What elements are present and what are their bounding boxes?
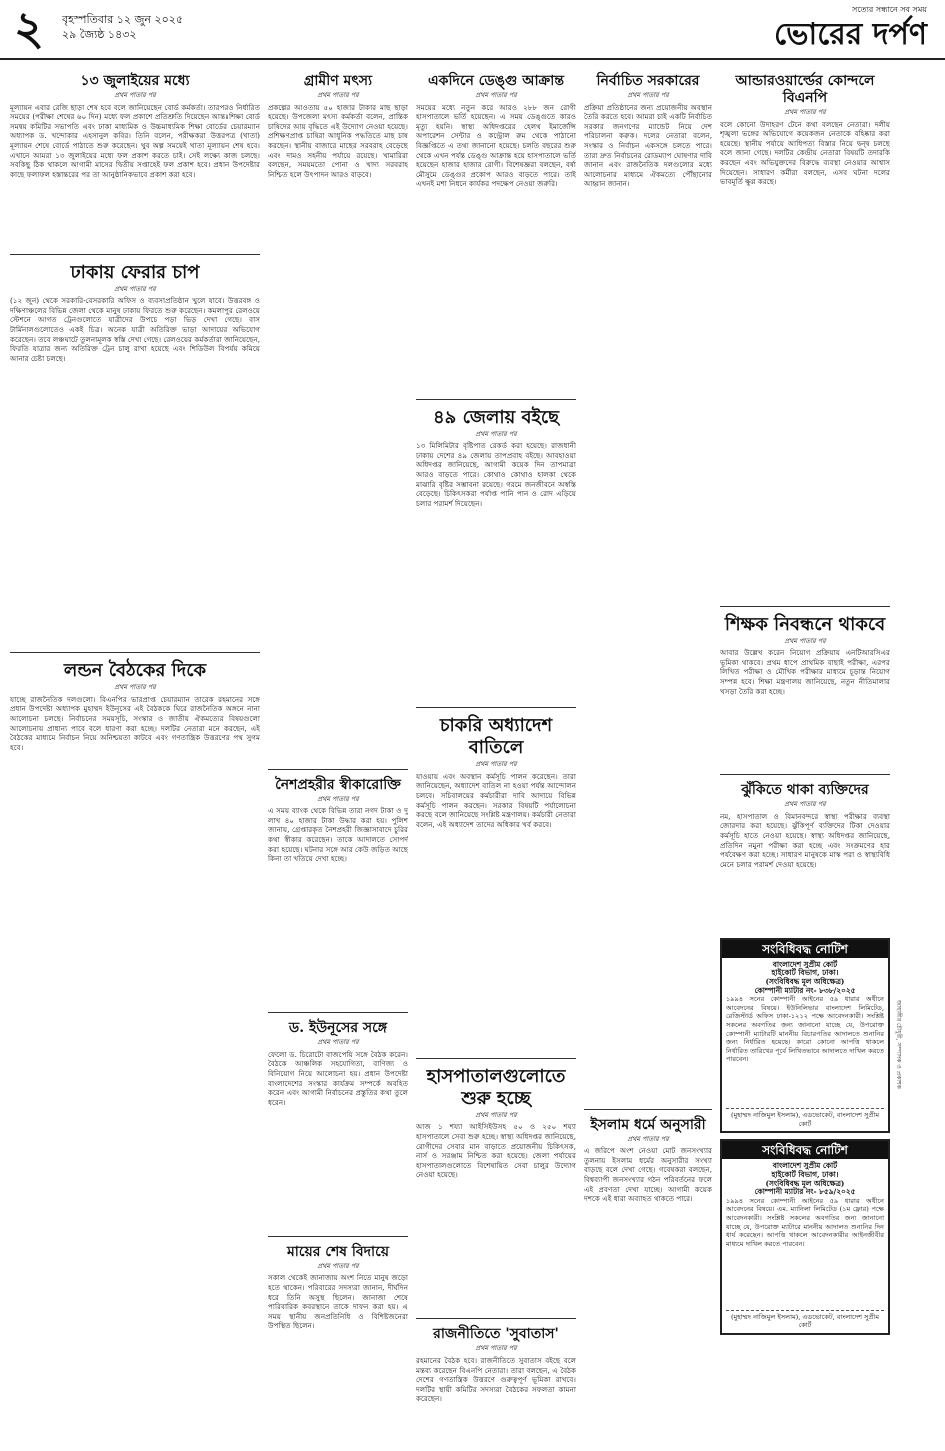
story-underworld [720, 70, 890, 600]
story-body: ফেলো ড. চিরোটো বাজপেয়ি সঙ্গে বৈঠক করেন। বৈঠকে আঞ্চলিক সহযোগিতা, বাণিজ্য ও বিনিয়োগ নিয়ে আলোচনা হয়। প্রধান উপদেষ্টা বাংলাদেশের সংস্কার কার্যক্রম সম্পর্কে অবহিত করেন এবং আগামী নির্বাচনের প্রস্তুতির কথা তুলে ধরেন। [268, 1049, 408, 1107]
jump-note: প্রথম পাতার পর [317, 91, 359, 99]
page-header [0, 0, 945, 60]
statutory-notice-1 [720, 938, 890, 1134]
notice-division: হাইকোর্ট বিভাগ, ঢাকা। [771, 968, 839, 978]
page-number: ২ [14, 1, 44, 55]
story-rain49 [416, 404, 576, 702]
paper-name: ভোরের দর্পণ [774, 17, 927, 52]
story-body: যাওয়ায় এবং অবস্থান কর্মসূচি পালন করেছেন। তারা জানিয়েছেন, অধ্যাদেশ বাতিল না হওয়া পর্যন্ত আন্দোলন চলবে। সচিবালয়ের কর্মচারীরা দাবি আদায়ে বিভিন্ন কর্মসূচি পালন করছেন। সরকার বিষয়টি পর্যালোচনা করছে বলে জানিয়েছে সংশ্লিষ্ট মন্ত্রণালয়। কর্মচারী নেতারা বলেন, এই অধ্যাদেশ তাদের অধিকার খর্ব করবে। [416, 771, 576, 829]
notice-court: বাংলাদেশ সুপ্রীম কোর্ট [772, 1161, 838, 1171]
story-teacher [720, 611, 890, 769]
notice-signature: (মুহাম্মদ নাজিমুল ইসলাম), এডভোকেট, বাংলাদেশ সুপ্রীম কোর্ট [726, 1108, 884, 1128]
story-nasha [268, 774, 408, 1007]
story-body: আবার উল্লেখ করেন নিয়োগ প্রক্রিয়ায় এনটিআরসিএর ভূমিকা থাকবে। প্রথম ধাপে প্রাথমিক বাছাই পরীক্ষা, এরপর লিখিত পরীক্ষা ও মৌখিক পরীক্ষার মাধ্যমে চূড়ান্ত নিয়োগ সম্পন্ন হবে। শিক্ষা মন্ত্রণালয় জানিয়েছে, নতুন নীতিমালার খসড়া তৈরি করা হচ্ছে। [720, 648, 890, 696]
jump-note: প্রথম পাতার পর [317, 794, 359, 803]
date-block [62, 12, 183, 42]
story-yunus [268, 1017, 408, 1230]
jump-note: প্রথম পাতার পর [475, 1110, 517, 1119]
column-2 [268, 70, 408, 1440]
headline: চাকরি অধ্যাদেশ বাতিলে [439, 715, 553, 759]
jump-note: প্রথম পাতার পর [114, 683, 156, 692]
jump-note: প্রথম পাতার পর [784, 636, 826, 645]
story-dhaka-return [10, 259, 260, 647]
notice-court: বাংলাদেশ সুপ্রীম কোর্ট [772, 959, 838, 969]
story-job [416, 712, 576, 1052]
headline: ঢাকায় ফেরার চাপ [70, 261, 200, 283]
headline: নৈশপ্রহরীর স্বীকারোক্তি [275, 776, 401, 793]
jump-note: প্রথম পাতার পর [475, 760, 517, 769]
story-body: প্রক্রিয়া প্রতিষ্ঠানের জন্য প্রয়োজনীয় অবস্থান তৈরি করতে হবে। আমরা চাই একটি নির্বাচিত সরকার জনগণের ম্যান্ডেট নিয়ে দেশ পরিচালনা করুক। দলের নেতারা বলেন, সংস্কার ও নির্বাচন একসঙ্গে চলতে পারে। তারা দ্রুত নির্বাচনের রোডম্যাপ ঘোষণার দাবি জানান এবং রাজনৈতিক দলগুলোর মধ্যে আলোচনার মাধ্যমে ঐকমত্যে পৌঁছানোর আহ্বান জানান। [584, 102, 712, 189]
notice-title: সংবিধিবদ্ধ নোটিশ [722, 1141, 888, 1159]
jump-note: প্রথম পাতার পর [627, 91, 669, 99]
story-body: প্রকল্পের আওতায় ৫০ হাজার টাকার মাছ ছাড়া হয়েছে। উপজেলা মৎস্য কর্মকর্তা বলেন, প্রান্তিক চাষিদের আয় বৃদ্ধিতে এই উদ্যোগ নেওয়া হয়েছে। প্রশিক্ষণপ্রাপ্ত চাষিরা আধুনিক পদ্ধতিতে মাছ চাষ করছেন। স্থানীয় বাজারে মাছের সরবরাহ বেড়েছে এবং দামও সহনীয় পর্যায়ে রয়েছে। খামারিরা বলছেন, সময়মতো পোনা ও খাদ্য সরবরাহ নিশ্চিত হলে উৎপাদন আরও বাড়বে। [268, 102, 408, 179]
story-body: (১২ জুন) থেকে সরকারি-বেসরকারি অফিস ও ব্যবসাপ্রতিষ্ঠান খুলে যাবে। উত্তরবঙ্গ ও দক্ষিণাঞ্চলের বিভিন্ন জেলা থেকে মানুষ ঢাকায় ফিরতে শুরু করেছেন। কমলাপুর রেলওয়ে স্টেশনে আগত ট্রেনগুলোতে যাত্রীদের উপচে পড়া ভিড় দেখা গেছে। বাস টার্মিনালগুলোতেও একই চিত্র। অনেক যাত্রী অতিরিক্ত ভাড়া আদায়ের অভিযোগ করেছেন। তবে লঞ্চঘাটে তুলনামূলক স্বস্তি দেখা গেছে। রেলওয়ের কর্মকর্তারা জানিয়েছেন, ফিরতি যাত্রার জন্য অতিরিক্ত ট্রেন চালু রাখা হয়েছে এবং শিডিউল বিপর্যয় কমিয়ে আনার চেষ্টা চলছে। [10, 296, 260, 363]
story-hospital [416, 1063, 576, 1313]
masthead-tagline: সত্যের সন্ধানে সব সময় [852, 5, 927, 14]
headline: ১৩ জুলাইয়ের মধ্যে [80, 73, 190, 89]
story-body: এ সময় ব্যাংক থেকে বিভিন্ন তারা নগদ টাকা ও দু লাখ ৪০ হাজার টাকা উদ্ধার করা হয়। পুলিশ জানায়, গ্রেপ্তারকৃত নৈশপ্রহরী জিজ্ঞাসাবাদে চুরির কথা স্বীকার করেছেন। তাকে আদালতে সোপর্দ করা হয়েছে। ঘটনার সঙ্গে আর কেউ জড়িত আছে কিনা তা খতিয়ে দেখা হচ্ছে। [268, 806, 408, 864]
notice-signature: (মুহাম্মদ নাজিমুল ইসলাম), এডভোকেট, বাংলাদেশ সুপ্রীম কোর্ট [726, 1310, 884, 1330]
story-july13 [10, 70, 260, 248]
story-body: নম, হাসপাতাল ও বিমানবন্দরে স্বাস্থ্য পরীক্ষার ব্যবস্থা জোরদার করা হয়েছে। ঝুঁকিপূর্ণ ব্যক্তিদের টিকা দেওয়ার কর্মসূচি হাতে নেওয়া হয়েছে। স্বাস্থ্য অধিদপ্তর জানিয়েছে, প্রতিদিন নমুনা পরীক্ষা করা হচ্ছে এবং সংক্রমণের হার পর্যবেক্ষণ করা হচ্ছে। সাধারণ মানুষকে মাস্ক পরা ও স্বাস্থ্যবিধি মেনে চলার পরামর্শ দেওয়া হয়েছে। [720, 811, 890, 869]
story-london [10, 657, 260, 1355]
notice-case-number: কোম্পানী ম্যাটার নং- ৮৫৯/২০২৫ [754, 1187, 856, 1197]
headline: নির্বাচিত সরকারের [596, 73, 700, 89]
column-1 [10, 70, 260, 1440]
date-bangla: ২৯ জ্যৈষ্ঠ ১৪৩২ [62, 28, 137, 41]
jump-note: প্রথম পাতার পর [627, 1134, 669, 1143]
jump-note: প্রথম পাতার পর [784, 800, 826, 809]
jump-note: প্রথম পাতার পর [114, 91, 156, 99]
column-3 [416, 70, 576, 1440]
masthead [774, 4, 927, 53]
headline: ঝুঁকিতে থাকা ব্যক্তিদের [741, 782, 869, 799]
headline: মায়ের শেষ বিদায়ে [287, 1243, 389, 1260]
column-4 [584, 70, 712, 1440]
column-5 [720, 70, 890, 1440]
story-risk [720, 779, 890, 932]
headline: ইসলাম ধর্মে অনুসারী [590, 1116, 706, 1133]
story-islam [584, 1114, 712, 1440]
notice-jurisdiction: (সংবিধিবদ্ধ মূল অধিক্ষেত্র) [765, 1178, 845, 1188]
jump-note: প্রথম পাতার পর [475, 91, 517, 99]
story-body: মূল্যায়ন এবার রেজি ছাড়া শেষ হবে বলে জানিয়েছেন বোর্ড কর্মকর্তা। তারপরও নির্ধারিত সময়ের (পরীক্ষা শেষের ৬০ দিন) মধ্যে ফল প্রকাশে প্রতিশ্রুতি দিয়েছেন আন্তঃশিক্ষা বোর্ড সমন্বয় কমিটির সভাপতি এবং ঢাকা মাধ্যমিক ও উচ্চমাধ্যমিক শিক্ষা বোর্ডের চেয়ারম্যান অধ্যাপক ড. খন্দোকার এহসানুল কবির। তিনি বলেন, পরীক্ষকরা উত্তরপত্র (খাতা) মূল্যায়ন শেষে বোর্ডে পাঠাতে শুরু করেছেন। খুব অল্প সময়েই খাতা মূল্যায়ন শেষ হবে। এখানে আমরা ১৩ জুলাইয়ের মধ্যে ফল প্রকাশ করতে চাই। সেই লক্ষ্যে কাজ চলছে। সবকিছু ঠিক থাকলে আগামী মাসের দ্বিতীয় সপ্তাহেই ফল প্রকাশ হবে। প্রধান উপদেষ্টার কাছে ফলাফল হস্তান্তরের পর তা আনুষ্ঠানিকভাবে প্রকাশ করা হবে। [10, 102, 260, 179]
headline: ড. ইউনূসের সঙ্গে [288, 1020, 388, 1037]
headline: লন্ডন বৈঠকের দিকে [63, 660, 207, 682]
story-body: এ জরিপে অংশ নেওয়া মোট জনসংখ্যার তুলনায় ইসলাম ধর্মের অনুসারীর সংখ্যা বাড়ছে বলে দেখা গেছে। গবেষকরা বলছেন, বিশ্বব্যাপী জনসংখ্যার গঠন পরিবর্তনের ফলে এই প্রবণতা দেখা যাচ্ছে। আগামী কয়েক দশকে এই ধারা অব্যাহত থাকতে পারে। [584, 1146, 712, 1204]
jump-note: প্রথম পাতার পর [114, 284, 156, 293]
notice-body: ১৯৯৪ সনের কোম্পানী আইনের ৫৯ ধারার অধীনে আবেদনের বিষয়ে। এম. ম্যানিলা লিমিটেড (১ম ফ্লোর) পক্ষে আবেদনকারী। সংশ্লিষ্ট সকলের অবগতির জন্য জানানো যাচ্ছে যে, উপরোক্ত ম্যাটারে মাননীয় আদালত শুনানির দিন ধার্য করেছেন। আপত্তি থাকলে আবেদনকারীর আইনজীবীর মাধ্যমে দাখিল করতে পারবেন। [726, 1196, 884, 1248]
jump-note: প্রথম পাতার পর [784, 108, 826, 116]
headline: ৪৯ জেলায় বইছে [432, 406, 560, 428]
headline: শিক্ষক নিবন্ধনে থাকবে [724, 613, 886, 635]
notice-division: হাইকোর্ট বিভাগ, ঢাকা। [771, 1169, 839, 1179]
story-body: ১৩ মিলিমিটার বৃষ্টিপাত রেকর্ড করা হয়েছে। রাজধানী ঢাকায় দেশের ৪৯ জেলায় তাপপ্রবাহ বইছে। আবহাওয়া অধিদপ্তর জানিয়েছে, আগামী কয়েক দিন তাপমাত্রা আরও বাড়তে পারে। কোথাও কোথাও হালকা থেকে মাঝারি বৃষ্টির সম্ভাবনা রয়েছে। গরমে জনজীবনে অস্বস্তি বেড়েছে। চিকিৎসকরা পর্যাপ্ত পানি পান ও রোদ এড়িয়ে চলার পরামর্শ দিয়েছেন। [416, 441, 576, 508]
story-mother [268, 1241, 408, 1440]
jump-note: প্রথম পাতার পর [317, 1261, 359, 1270]
headline: একদিনে ডেঙ্গু আক্রান্ত [428, 73, 564, 89]
notice-jurisdiction: (সংবিধিবদ্ধ মূল অধিক্ষেত্র) [765, 976, 845, 986]
notice-case-number: কোম্পানী ম্যাটার নং- ৮৩৮/২০২৫ [754, 985, 856, 995]
story-suvatas [416, 1323, 576, 1440]
story-fish [268, 70, 408, 763]
notice-body: ১৯৯৪ সনের কোম্পানী আইনের ৫৯ ধারার অধীনে আবেদনের বিষয়ে। ইউনিলিভার বাংলাদেশ লিমিটেড, রেজিস্টার্ড অফিস ঢাকা-১২১২ পক্ষে আবেদনকারী। সংশ্লিষ্ট সকলের অবগতির জন্য জানানো যাচ্ছে যে, উপরোক্ত কোম্পানী ম্যাটারটি মাননীয় বিচারপতির আদালতে শুনানির জন্য নির্ধারিত হয়েছে। কারো কোনো আপত্তি থাকলে নির্ধারিত তারিখের পূর্বে লিখিতভাবে আদালতে দাখিল করতে পারবেন। [726, 995, 884, 1064]
headline: গ্রামীণ মৎস্য [303, 73, 373, 89]
statutory-notice-2 [720, 1139, 890, 1335]
story-body: বলে কোনো উদাহরণ টেনে কথা বলছেন নেতারা। দলীয় শৃঙ্খলা ভঙ্গের অভিযোগে কয়েকজন নেতাকে বহিষ্কার করা হয়েছে। স্থানীয় পর্যায়ে আধিপত্য বিস্তার নিয়ে দ্বন্দ্ব চলছে বলে জানা গেছে। দলটির কেন্দ্রীয় নেতারা বিষয়টি তদারকি করছেন এবং অভিযুক্তদের বিরুদ্ধে ব্যবস্থা নেওয়ার আশ্বাস দিয়েছেন। সাধারণ কর্মীরা বলছেন, এসব ঘটনা দলের ভাবমূর্তি ক্ষুণ্ণ করছে। [720, 119, 890, 187]
story-body: সময়ের মধ্যে নতুন করে আরও ২৮৮ জন রোগী হাসপাতালে ভর্তি হয়েছেন। এ সময় ডেঙ্গুতে কারও মৃত্যু হয়নি। স্বাস্থ্য অধিদপ্তরের হেলথ ইমার্জেন্সি অপারেশন সেন্টার ও কন্ট্রোল রুম থেকে পাঠানো বিজ্ঞপ্তিতে এ তথ্য জানানো হয়েছে। চলতি বছরের শুরু থেকে এখন পর্যন্ত ডেঙ্গু আক্রান্ত হয়ে হাসপাতালে ভর্তি হয়েছেন হাজার হাজার রোগী। বিশেষজ্ঞরা বলছেন, বর্ষা মৌসুমে ডেঙ্গুর প্রকোপ আরও বাড়তে পারে। তাই এখনই মশা নিধনে কার্যকর পদক্ষেপ নেওয়া জরুরি। [416, 102, 576, 189]
side-imprint: জাহাঙ্গীর চৌধুরী, সম্পাদক ও প্রকাশক [895, 1000, 902, 1089]
notice-title: সংবিধিবদ্ধ নোটিশ [722, 940, 888, 958]
story-body: রহমানের বৈঠক হবে। রাজনীতিতে সুবাতাস বইছে বলে মন্তব্য করেছেন বিএনপি নেতারা। তারা বলছেন, এ বৈঠক দেশের গণতান্ত্রিক উত্তরণে গুরুত্বপূর্ণ ভূমিকা রাখবে। দলটির স্থায়ী কমিটির সদস্যরা বৈঠকের সফলতা কামনা করেছেন। [416, 1355, 576, 1404]
jump-note: প্রথম পাতার পর [475, 429, 517, 438]
jump-note: প্রথম পাতার পর [317, 1038, 359, 1047]
story-dengue [416, 70, 576, 393]
story-body: সকাল থেকেই জানাজায় অংশ নিতে মানুষ জড়ো হতে থাকেন। পরিবারের সদস্যরা জানান, দীর্ঘদিন ধরে তিনি অসুস্থ ছিলেন। জানাজা শেষে পারিবারিক কবরস্থানে তাকে দাফন করা হয়। এ সময় স্থানীয় জনপ্রতিনিধি ও বিশিষ্টজনেরা উপস্থিত ছিলেন। [268, 1273, 408, 1331]
headline: হাসপাতালগুলোতে শুরু হচ্ছে [426, 1065, 566, 1109]
jump-note: প্রথম পাতার পর [475, 1344, 517, 1353]
date-gregorian: বৃহস্পতিবার ১২ জুন ২০২৫ [62, 13, 184, 26]
headline: রাজনীতিতে 'সুবাতাস' [433, 1326, 559, 1343]
headline: আন্ডারওয়ার্ল্ডের কোন্দলে বিএনপি [735, 73, 875, 106]
story-body: আজ ১ শয্যা আইসিইউসহ ৫০ ও ২৫০ শয্যা হাসপাতালে সেবা শুরু হচ্ছে। স্বাস্থ্য অধিদপ্তর জানিয়েছে, রোগীদের সেবার মান বাড়াতে প্রয়োজনীয় চিকিৎসক, নার্স ও সরঞ্জাম নিশ্চিত করা হয়েছে। জেলা পর্যায়ের হাসপাতালগুলোতে বিশেষায়িত সেবা চালুর উদ্যোগ নেওয়া হয়েছে। [416, 1122, 576, 1180]
story-elected [584, 70, 712, 1103]
story-body: যাচ্ছে রাজনৈতিক দলগুলো। বিএনপির ভারপ্রাপ্ত চেয়ারম্যান তারেক রহমানের সঙ্গে প্রধান উপদেষ্টা অধ্যাপক মুহাম্মদ ইউনূসের এই বৈঠককে ঘিরে রাজনৈতিক অঙ্গনে নানা আলোচনা চলছে। নির্বাচনের সময়সূচি, সংস্কার ও জাতীয় ঐকমত্যের বিষয়গুলো আলোচনায় প্রাধান্য পাবে বলে ধারণা করা হচ্ছে। দলটির নেতারা মনে করছেন, এই বৈঠকের মাধ্যমে নির্বাচন নিয়ে অনিশ্চয়তা কাটবে এবং গণতান্ত্রিক উত্তরণের পথ সুগম হবে। [10, 694, 260, 752]
